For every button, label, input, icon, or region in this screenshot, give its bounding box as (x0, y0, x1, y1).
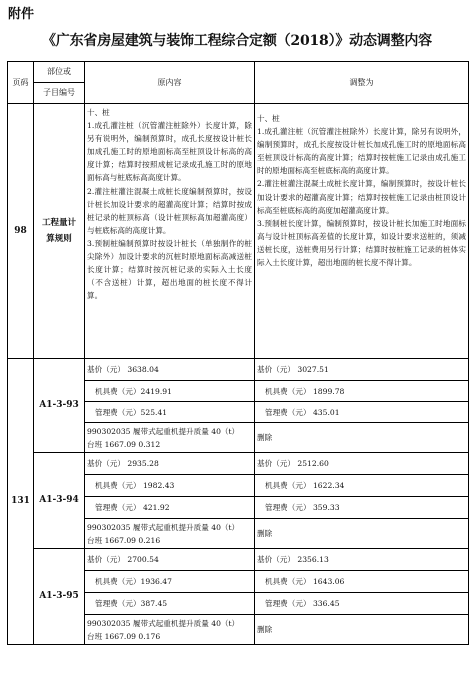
orig-material-line2: 台班 1667.09 0.216 (87, 535, 161, 545)
item-code: A1-3-93 (34, 359, 85, 453)
original-rule-1: 1.成孔灌注桩（沉管灌注桩除外）长度计算，除另有说明外，编制预算时，成孔长度按设计桩长加成孔施工时的原地面标高至桩顶设计标高的高度计算；结算时按照成桩记录成孔施工时的原地面标高与桩底标高高度计算。 (87, 121, 252, 183)
page-number-98: 98 (8, 104, 34, 359)
adjusted-rule-text (255, 104, 469, 359)
section-rule-name (34, 104, 85, 359)
adjusted-rule-heading: 十、桩 (257, 114, 280, 123)
table-row (8, 549, 469, 571)
table-row-98 (8, 104, 469, 359)
adjusted-rule-3: 3.预制桩长度计算，编制预算时，按设计桩长加施工时地面标高与设计桩顶标高差值的长度计算，如设计要求送桩的，须减送桩长度，送桩费用另行计算；结算时按桩施工记录的桩体实际入土长度计算，超出地面的桩长度不得计算。 (257, 218, 466, 268)
adjustment-table (7, 61, 469, 645)
header-part-bottom: 子目编号 (43, 88, 75, 97)
attachment-label: 附件 (8, 7, 35, 22)
adj-machine-fee: 机具费（元） 1643.06 (255, 571, 469, 593)
adj-base-price: 基价（元） 3027.51 (255, 359, 469, 381)
adj-material: 删除 (255, 423, 469, 453)
item-code: A1-3-94 (34, 453, 85, 549)
orig-manage-fee: 管理费（元） 421.92 (85, 497, 255, 519)
adj-manage-fee: 管理费（元） 359.33 (255, 497, 469, 519)
adj-manage-fee: 管理费（元） 435.01 (255, 402, 469, 423)
original-rule-2: 2.灌注桩灌注混凝土成桩长度编制预算时，按设计桩长加设计要求的超灌高度计算；结算时按成桩记录的桩顶标高（设计桩顶标高加超灌高度）与桩底标高的高度计算。 (87, 186, 252, 235)
orig-machine-fee: 机具费（元）2419.91 (85, 381, 255, 402)
orig-machine-fee: 机具费（元） 1982.43 (85, 475, 255, 497)
adj-base-price: 基价（元） 2512.60 (255, 453, 469, 475)
header-part-top: 部位或 (34, 62, 84, 83)
orig-manage-fee: 管理费（元）525.41 (85, 402, 255, 423)
adj-material: 删除 (255, 615, 469, 645)
table-row (8, 453, 469, 475)
page-number-131: 131 (8, 359, 34, 645)
orig-base-price: 基价（元） 3638.04 (85, 359, 255, 381)
orig-manage-fee: 管理费（元）387.45 (85, 593, 255, 615)
adj-machine-fee: 机具费（元） 1622.34 (255, 475, 469, 497)
orig-base-price: 基价（元） 2700.54 (85, 549, 255, 571)
table-row (8, 359, 469, 381)
orig-material-line1: 990302035 履带式起重机提升质量 40（t） (87, 522, 240, 532)
adjusted-rule-1: 1.成孔灌注桩（沉管灌注桩除外）长度计算，除另有说明外，编制预算时，成孔长度按设计桩长加成孔施工时的原地面标高至桩顶设计标高的高度计算；结算时按桩施工记录由成孔施工时的原地面标高至桩底标高的高度计算。 (257, 127, 466, 176)
header-row (8, 62, 469, 104)
adj-manage-fee: 管理费（元） 336.45 (255, 593, 469, 615)
orig-material (85, 615, 255, 645)
adjusted-rule-2: 2.灌注桩灌注混凝土成桩长度计算，编制预算时，按设计桩长加设计要求的超灌高度计算；结算时按桩施工记录由桩顶设计标高至桩底标高的高度加超灌高度计算。 (257, 179, 466, 215)
orig-material-line2: 台班 1667.09 0.312 (87, 439, 161, 449)
orig-material (85, 519, 255, 549)
orig-material (85, 423, 255, 453)
adj-material: 删除 (255, 519, 469, 549)
header-part (34, 62, 85, 104)
original-rule-text (85, 104, 255, 359)
original-rule-heading: 十、桩 (87, 108, 110, 117)
document-title: 《广东省房屋建筑与装饰工程综合定额（2018）》动态调整内容 (42, 33, 432, 49)
original-rule-3: 3.预制桩编制预算时按设计桩长（单独制作的桩尖除外）加设计要求的沉桩时原地面标高减送桩长度计算；结算时按沉桩记录的实际入土长度（不含送桩）计算，超出地面的桩长度不得计算。 (87, 238, 252, 301)
orig-machine-fee: 机具费（元）1936.47 (85, 571, 255, 593)
header-adjusted: 调整为 (255, 62, 469, 104)
adj-machine-fee: 机具费（元） 1899.78 (255, 381, 469, 402)
rule-name-line2: 算规则 (46, 234, 72, 244)
orig-material-line2: 台班 1667.09 0.176 (87, 631, 161, 641)
item-code: A1-3-95 (34, 549, 85, 645)
header-page: 页码 (8, 62, 34, 104)
adj-base-price: 基价（元） 2356.13 (255, 549, 469, 571)
rule-name-line1: 工程量计 (41, 218, 76, 228)
orig-material-line1: 990302035 履带式起重机提升质量 40（t） (87, 618, 240, 628)
header-original: 原内容 (85, 62, 255, 104)
orig-material-line1: 990302035 履带式起重机提升质量 40（t） (87, 426, 240, 436)
orig-base-price: 基价（元） 2935.28 (85, 453, 255, 475)
